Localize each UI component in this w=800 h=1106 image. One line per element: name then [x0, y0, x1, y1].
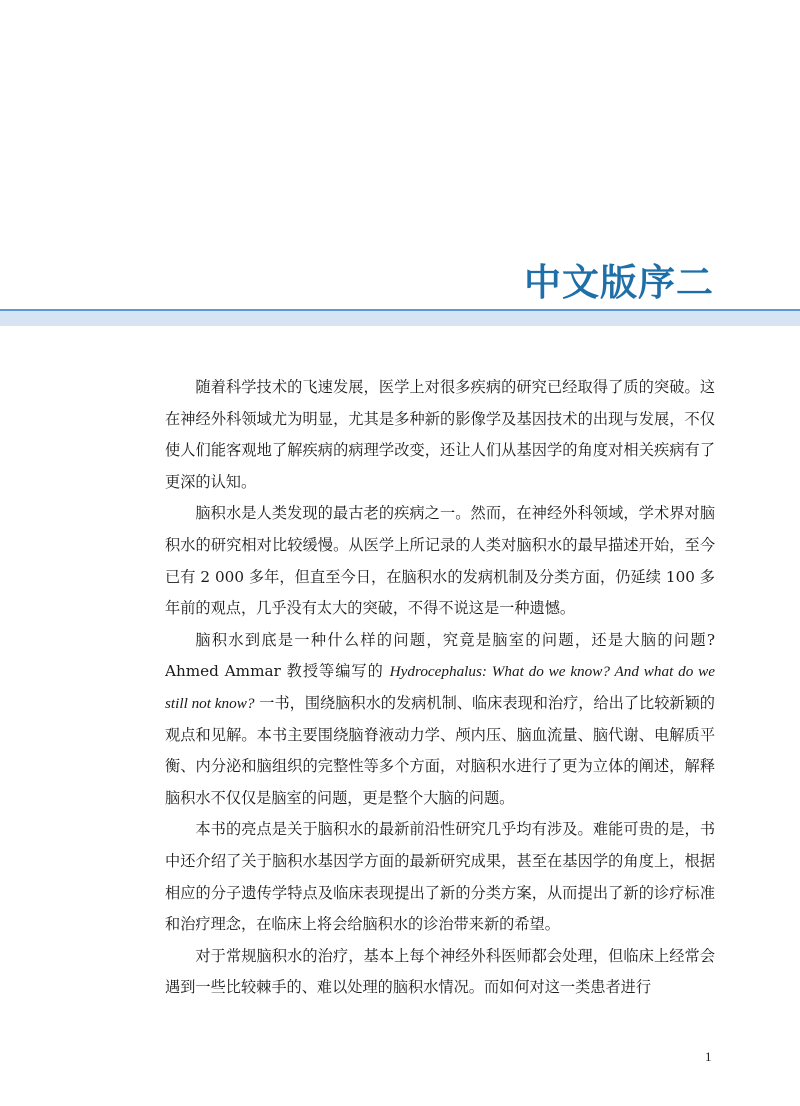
- paragraph-4: 本书的亮点是关于脑积水的最新前沿性研究几乎均有涉及。难能可贵的是，书中还介绍了关于脑积水基因学方面的最新研究成果，甚至在基因学的角度上，根据相应的分子遗传学特点及临床表现提出了新的分类方案，从而提出了新的诊疗标准和治疗理念，在临床上将会给脑积水的诊治带来新的希望。: [165, 820, 715, 934]
- paragraph-3: [165, 625, 715, 815]
- page-title: 中文版序二: [524, 260, 714, 304]
- paragraph-3-part-a: 脑积水到底是一种什么样的问题，究竟是脑室的问题，还是大脑的问题? Ahmed Ammar 教授等编写的: [165, 630, 715, 681]
- paragraph-1: 随着科学技术的飞速发展，医学上对很多疾病的研究已经取得了质的突破。这在神经外科领域尤为明显，尤其是多种新的影像学及基因技术的出现与发展，不仅使人们能客观地了解疾病的病理学改变，还让人们从基因学的角度对相关疾病有了更深的认知。: [165, 378, 715, 491]
- paragraph-5: 对于常规脑积水的治疗，基本上每个神经外科医师都会处理，但临床上经常会遇到一些比较棘手的、难以处理的脑积水情况。而如何对这一类患者进行: [165, 946, 715, 997]
- preface-body: [165, 372, 715, 1004]
- header-band: [0, 311, 800, 326]
- paragraph-3-part-b: 一书，围绕脑积水的发病机制、临床表现和治疗，给出了比较新颖的观点和见解。本书主要围绕脑脊液动力学、颅内压、脑血流量、脑代谢、电解质平衡、内分泌和脑组织的完整性等多个方面，对脑积水进行了更为立体的阐述，解释脑积水不仅仅是脑室的问题，更是整个大脑的问题。: [165, 693, 715, 807]
- paragraph-2: 脑积水是人类发现的最古老的疾病之一。然而，在神经外科领域，学术界对脑积水的研究相对比较缓慢。从医学上所记录的人类对脑积水的最早描述开始，至今已有 2 000 多年，但直至今日，在脑积水的发病机制及分类方面，仍延续 100 多年前的观点，几乎没有太大的突破，不得不说这是一种遗憾。: [165, 504, 715, 618]
- book-title: Hydrocephalus: What do we know? And what do we still not know?: [165, 663, 715, 712]
- page-number: 1: [705, 1049, 712, 1064]
